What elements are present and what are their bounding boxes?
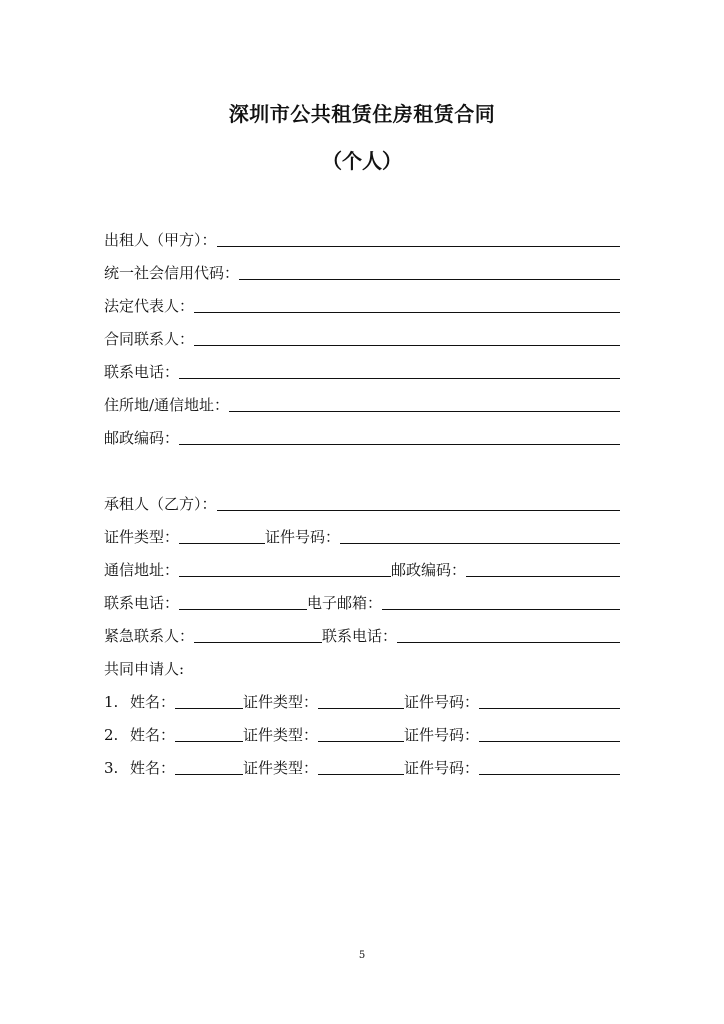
contact-label: 合同联系人： bbox=[104, 330, 195, 348]
co-applicant-row bbox=[104, 690, 620, 712]
co-applicant-id-type-label: 证件类型： bbox=[243, 759, 319, 777]
co-applicant-number: 1. bbox=[104, 693, 119, 711]
co-applicant-id-type-label: 证件类型： bbox=[243, 726, 319, 744]
co-applicant-row bbox=[104, 723, 620, 745]
co-applicant-id-no-field[interactable] bbox=[479, 758, 620, 775]
co-applicant-name-label: 姓名： bbox=[130, 726, 176, 744]
lessee-phone-field[interactable] bbox=[179, 593, 307, 610]
co-applicant-row bbox=[104, 756, 620, 778]
lessee-postcode-field[interactable] bbox=[466, 560, 620, 577]
lessee-id-row bbox=[104, 525, 620, 547]
co-applicant-id-no-label: 证件号码： bbox=[404, 693, 480, 711]
id-no-label: 证件号码： bbox=[265, 528, 341, 546]
co-applicant-id-no-label: 证件号码： bbox=[404, 726, 480, 744]
document-subtitle: （个人） bbox=[322, 149, 402, 173]
party-a-address-row bbox=[104, 393, 620, 415]
co-applicant-name-field[interactable] bbox=[175, 725, 243, 742]
party-a-address-field[interactable] bbox=[229, 395, 620, 412]
contact-row bbox=[104, 327, 620, 349]
party-a-address-label: 住所地/通信地址： bbox=[104, 396, 230, 414]
co-applicant-name-label: 姓名： bbox=[130, 693, 176, 711]
credit-code-field[interactable] bbox=[239, 263, 620, 280]
emergency-phone-field[interactable] bbox=[397, 626, 620, 643]
id-type-field[interactable] bbox=[179, 527, 265, 544]
lessor-label: 出租人（甲方）： bbox=[104, 231, 217, 249]
legal-rep-label: 法定代表人： bbox=[104, 297, 195, 315]
credit-code-row bbox=[104, 261, 620, 283]
party-a-postcode-field[interactable] bbox=[179, 428, 620, 445]
lessee-address-label: 通信地址： bbox=[104, 561, 180, 579]
lessor-row bbox=[104, 228, 620, 250]
legal-rep-field[interactable] bbox=[194, 296, 620, 313]
co-applicant-id-no-field[interactable] bbox=[479, 692, 620, 709]
credit-code-label: 统一社会信用代码： bbox=[104, 264, 240, 282]
id-no-field[interactable] bbox=[340, 527, 620, 544]
co-applicant-name-label: 姓名： bbox=[130, 759, 176, 777]
lessee-field[interactable] bbox=[217, 494, 620, 511]
lessee-postcode-label: 邮政编码： bbox=[391, 561, 467, 579]
id-type-label: 证件类型： bbox=[104, 528, 180, 546]
lessee-phone-row bbox=[104, 591, 620, 613]
party-a-phone-field[interactable] bbox=[179, 362, 620, 379]
lessee-row bbox=[104, 492, 620, 514]
lessee-address-field[interactable] bbox=[179, 560, 391, 577]
co-applicant-id-type-field[interactable] bbox=[318, 758, 404, 775]
co-applicant-id-no-label: 证件号码： bbox=[404, 759, 480, 777]
co-applicant-name-field[interactable] bbox=[175, 758, 243, 775]
co-applicant-number: 2. bbox=[104, 726, 119, 744]
contact-field[interactable] bbox=[194, 329, 620, 346]
lessee-label: 承租人（乙方）： bbox=[104, 495, 217, 513]
emergency-phone-label: 联系电话： bbox=[322, 627, 398, 645]
co-applicants-title: 共同申请人: bbox=[104, 660, 185, 678]
document-title: 深圳市公共租赁住房租赁合同 bbox=[228, 102, 496, 126]
party-a-postcode-row bbox=[104, 426, 620, 448]
co-applicant-number: 3. bbox=[104, 759, 119, 777]
co-applicant-id-no-field[interactable] bbox=[479, 725, 620, 742]
co-applicant-name-field[interactable] bbox=[175, 692, 243, 709]
email-label: 电子邮箱： bbox=[307, 594, 383, 612]
party-a-postcode-label: 邮政编码： bbox=[104, 429, 180, 447]
page-number: 5 bbox=[358, 950, 366, 961]
emergency-field[interactable] bbox=[194, 626, 322, 643]
co-applicant-id-type-field[interactable] bbox=[318, 725, 404, 742]
emergency-label: 紧急联系人： bbox=[104, 627, 195, 645]
co-applicant-id-type-field[interactable] bbox=[318, 692, 404, 709]
lessee-phone-label: 联系电话： bbox=[104, 594, 180, 612]
co-applicant-id-type-label: 证件类型： bbox=[243, 693, 319, 711]
email-field[interactable] bbox=[382, 593, 620, 610]
party-a-phone-row bbox=[104, 360, 620, 382]
party-a-phone-label: 联系电话： bbox=[104, 363, 180, 381]
legal-rep-row bbox=[104, 294, 620, 316]
lessee-address-row bbox=[104, 558, 620, 580]
lessor-field[interactable] bbox=[217, 230, 620, 247]
emergency-row bbox=[104, 624, 620, 646]
